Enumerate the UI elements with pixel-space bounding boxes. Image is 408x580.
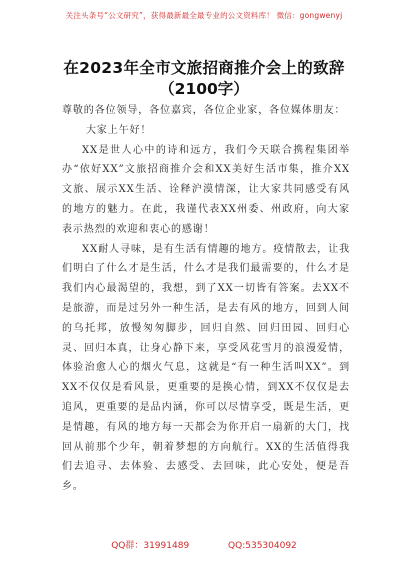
footer-qq-group: QQ群：31991489 (111, 541, 190, 551)
footer-contact (0, 538, 408, 551)
document-word-count: （2100字） (159, 80, 249, 98)
salutation-paragraph: 尊敬的各位领导，各位嘉宾，各位企业家，各位媒体朋友： (62, 105, 346, 116)
footer-qq: QQ:535304092 (228, 541, 297, 551)
body-paragraph: XX是世人心中的诗和远方，我们今天联合携程集团举办“依好XX”文旅招商推介会和XX美好生活市集，推介XX文旅、展示XX生活、诠释沪漠情深，让大家共同感受有风的地方的魅力。在此，我谨代表XX州委、州政府，向大家表示热烈的欢迎和衷心的感谢！ (62, 144, 350, 235)
document-title: 在2023年全市文旅招商推介会上的致辞 (63, 59, 345, 77)
greeting-paragraph: 大家上午好！ (86, 124, 152, 136)
header-banner: 关注头条号“公文研究”，获得最新最全最专业的公文资料库！ 微信：gongwenyj (65, 11, 343, 20)
document-body (62, 101, 350, 497)
body-paragraph: XX耐人寻味，是有生活有情趣的地方。疫情散去，让我们明白了什么才是生活，什么才是我们最需要的，什么才是我们内心最渴望的，我想，到了XX一切皆有答案。去XX不是旅游，而是过另外一种生活，是去有风的地方，回到人间的乌托邦，放慢匆匆脚步，回归自然、回归田园、回归心灵、回归本真，让身心静下来，享受风花雪月的浪漫爱情，体验治愈人心的烟火气息，这就是“有一种生活叫XX”。到XX不仅仅是看风景，更重要的是换心情，到XX不仅仅是去追风，更重要的是品内涵，你可以尽情享受，既是生活，更是情趣，有风的地方每一天都会为你开启一扇新的大门，找回从前那个少年，朝着梦想的方向航行。XX的生活值得我们去追寻、去体验、去感受、去回味，此心安处，便是吾乡。 (62, 243, 350, 493)
